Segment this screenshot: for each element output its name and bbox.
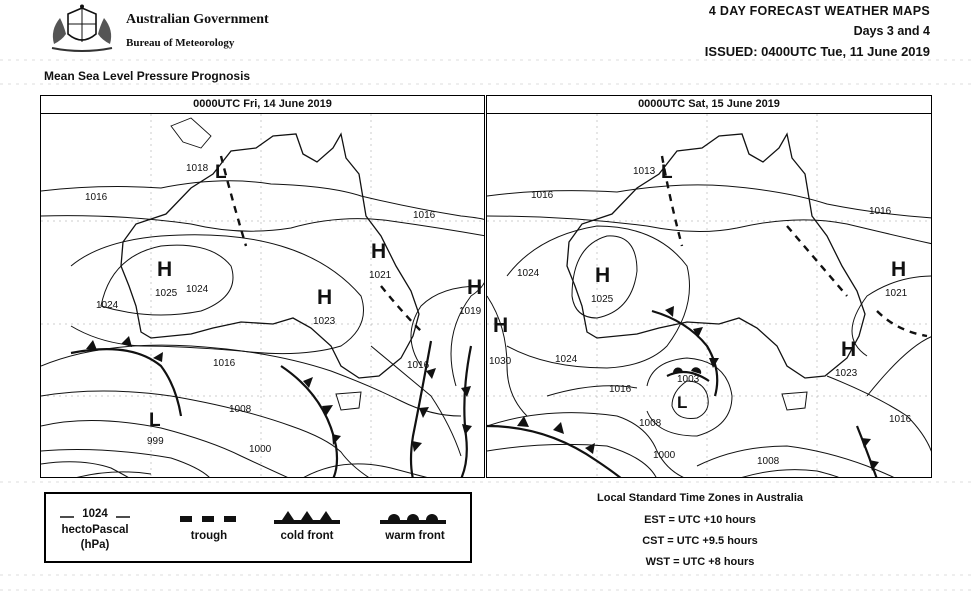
high-pressure-symbol: H (157, 258, 173, 281)
isobar-label: 1024 (186, 284, 209, 295)
isobar-label: 1008 (757, 456, 780, 467)
low-pressure-value: 1018 (186, 163, 209, 174)
isobar-label: 1016 (609, 384, 632, 395)
high-pressure-symbol: H (317, 286, 333, 309)
issued-label: ISSUED: 0400UTC Tue, 11 June 2019 (704, 44, 930, 59)
high-pressure-symbol: H (891, 258, 907, 281)
isobar-label: 1024 (517, 268, 540, 279)
isobar-label: 1016 (889, 414, 912, 425)
isobar-value: 1024 (82, 508, 108, 520)
isobar-unit: hectoPascal (61, 524, 129, 536)
warm-front-symbol (380, 510, 446, 526)
map-title: 0000UTC Sat, 15 June 2019 (487, 96, 931, 114)
coat-of-arms-logo (46, 4, 118, 54)
isobar-label: 1016 (213, 358, 236, 369)
isobar-label: 1016 (85, 192, 108, 203)
map-subtitle: Mean Sea Level Pressure Prognosis (44, 69, 251, 83)
org-subname: Bureau of Meteorology (126, 37, 235, 49)
isobar-label: 1016 (413, 210, 436, 221)
high-pressure-symbol: H (371, 240, 387, 263)
trough-symbol (180, 516, 238, 524)
high-pressure-value: 1025 (591, 294, 614, 305)
org-name: Australian Government (126, 12, 269, 27)
low-pressure-value: 1003 (677, 374, 700, 385)
isobar-label: 1016 (869, 206, 892, 217)
high-pressure-value: 1019 (459, 306, 482, 317)
high-pressure-value: 1030 (489, 356, 512, 367)
forecast-map-day3 (40, 95, 485, 478)
pressure-chart (487, 96, 932, 478)
low-pressure-value: 1013 (633, 166, 656, 177)
isobar-label: 1008 (229, 404, 252, 415)
low-pressure-symbol: L (215, 162, 227, 183)
timezone-est: EST = UTC +10 hours (644, 514, 756, 526)
high-pressure-symbol: H (595, 264, 611, 287)
trough-label: trough (190, 530, 228, 542)
high-pressure-value: 1023 (313, 316, 336, 327)
high-pressure-value: 1021 (369, 270, 392, 281)
high-pressure-value: 1025 (155, 288, 178, 299)
isobar-label: 1024 (555, 354, 578, 365)
forecast-map-day4 (486, 95, 932, 478)
isobar-label: 1008 (639, 418, 662, 429)
high-pressure-value: 1023 (835, 368, 858, 379)
pressure-chart (41, 96, 485, 478)
isobar-label: 1016 (531, 190, 554, 201)
high-pressure-symbol: H (841, 338, 857, 361)
low-pressure-symbol: L (149, 410, 161, 431)
map-legend (44, 492, 472, 563)
isobar-label: 1024 (96, 300, 119, 311)
map-title: 0000UTC Fri, 14 June 2019 (41, 96, 484, 114)
high-pressure-symbol: H (467, 276, 483, 299)
isobar-label: 1000 (249, 444, 272, 455)
isobar-label: 1016 (407, 360, 430, 371)
low-pressure-value: 999 (147, 436, 164, 447)
cold-front-symbol (274, 510, 340, 526)
timezone-title: Local Standard Time Zones in Australia (597, 492, 803, 504)
low-pressure-symbol: L (677, 393, 688, 412)
isobar-label: 1000 (653, 450, 676, 461)
page-title: 4 DAY FORECAST WEATHER MAPS (708, 4, 930, 18)
days-label: Days 3 and 4 (853, 24, 930, 38)
isobar-unit-abbr: (hPa) (80, 539, 110, 551)
timezone-wst: WST = UTC +8 hours (645, 556, 755, 568)
timezone-cst: CST = UTC +9.5 hours (642, 535, 758, 547)
cold-front-label: cold front (280, 530, 334, 542)
low-pressure-symbol: L (661, 162, 673, 183)
warm-front-label: warm front (385, 530, 445, 542)
high-pressure-symbol: H (493, 314, 509, 337)
high-pressure-value: 1021 (885, 288, 908, 299)
